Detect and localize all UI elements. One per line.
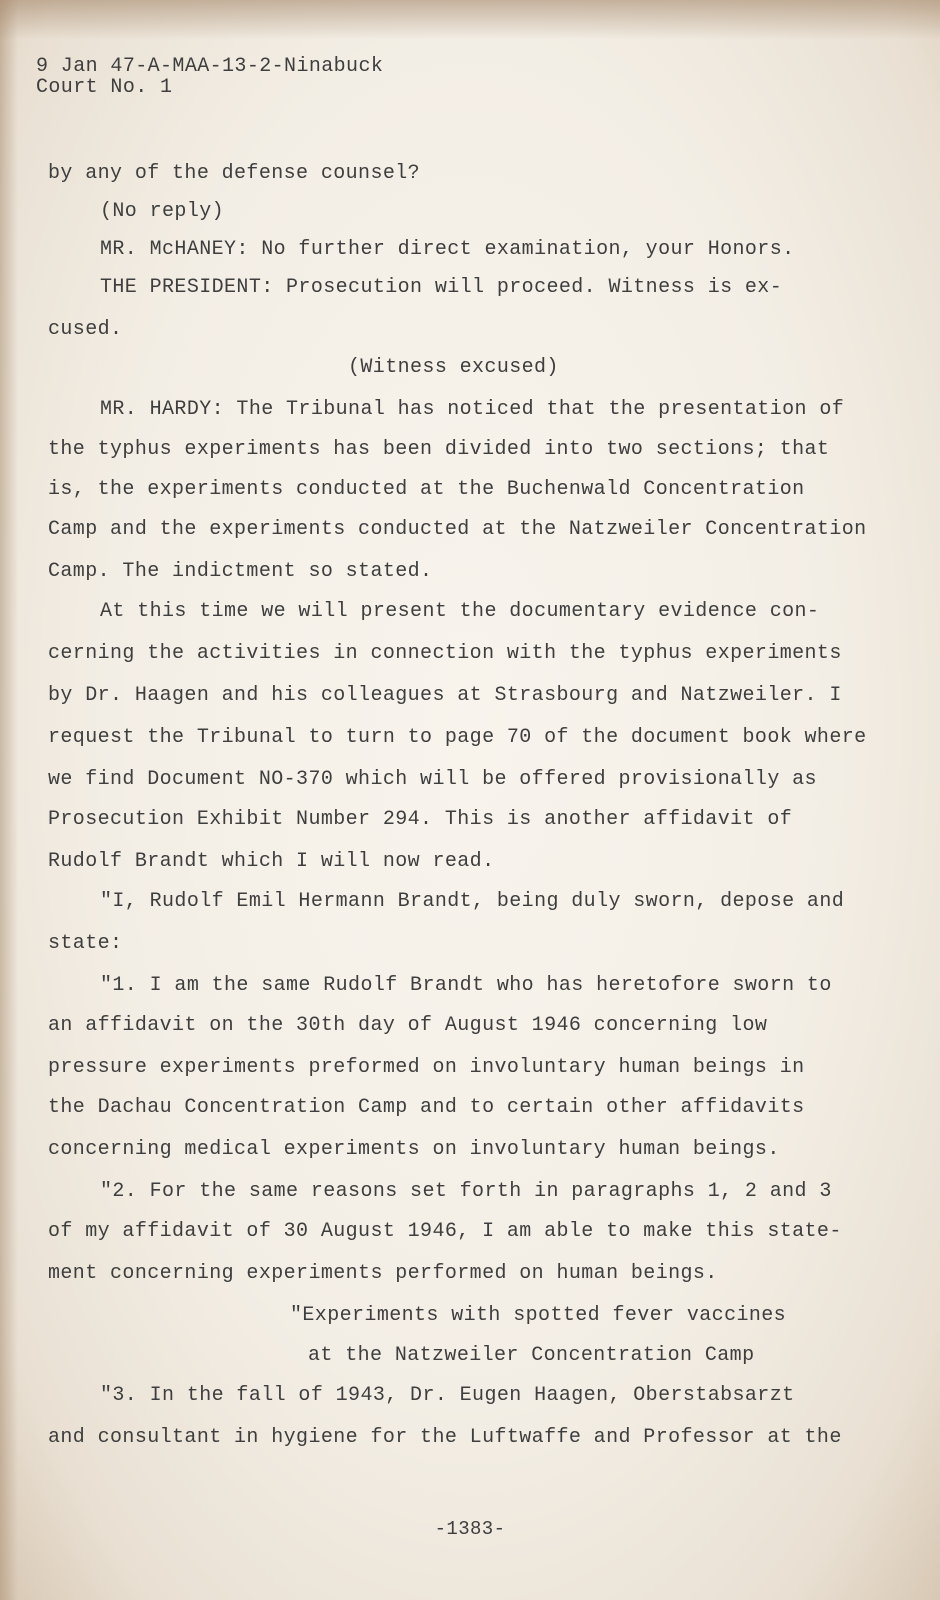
text-line: (Witness excused) — [348, 356, 559, 379]
text-line: by Dr. Haagen and his colleagues at Strasbourg and Natzweiler. I — [48, 684, 842, 707]
text-line: and consultant in hygiene for the Luftwaffe and Professor at the — [48, 1426, 842, 1449]
text-line: the typhus experiments has been divided into two sections; that — [48, 438, 830, 461]
text-line: concerning medical experiments on involuntary human beings. — [48, 1138, 780, 1161]
page-number: -1383- — [434, 1518, 506, 1540]
text-line: of my affidavit of 30 August 1946, I am able to make this state- — [48, 1220, 842, 1243]
text-line: cused. — [48, 318, 123, 341]
text-line: "1. I am the same Rudolf Brandt who has heretofore sworn to — [100, 974, 832, 997]
text-line: Rudolf Brandt which I will now read. — [48, 850, 495, 873]
document-header — [36, 56, 383, 98]
text-line: ment concerning experiments performed on human beings. — [48, 1262, 718, 1285]
text-line: "I, Rudolf Emil Hermann Brandt, being duly sworn, depose and — [100, 890, 845, 913]
text-line: cerning the activities in connection with the typhus experiments — [48, 642, 842, 665]
text-line: MR. McHANEY: No further direct examination, your Honors. — [100, 238, 795, 261]
text-line: the Dachau Concentration Camp and to certain other affidavits — [48, 1096, 805, 1119]
text-line: is, the experiments conducted at the Buchenwald Concentration — [48, 478, 805, 501]
text-line: At this time we will present the documentary evidence con- — [100, 600, 820, 623]
text-line: state: — [48, 932, 123, 955]
text-line: Camp and the experiments conducted at the Natzweiler Concentration — [48, 518, 867, 541]
text-line: THE PRESIDENT: Prosecution will proceed. Witness is ex- — [100, 276, 783, 299]
text-line: an affidavit on the 30th day of August 1946 concerning low — [48, 1014, 768, 1037]
text-line: (No reply) — [100, 200, 225, 223]
text-line: we find Document NO-370 which will be offered provisionally as — [48, 768, 817, 791]
text-line: request the Tribunal to turn to page 70 of the document book where — [48, 726, 867, 749]
text-line: "2. For the same reasons set forth in paragraphs 1, 2 and 3 — [100, 1180, 832, 1203]
text-line: at the Natzweiler Concentration Camp — [308, 1344, 755, 1367]
text-line: "Experiments with spotted fever vaccines — [290, 1304, 787, 1327]
text-line: "3. In the fall of 1943, Dr. Eugen Haagen, Oberstabsarzt — [100, 1384, 795, 1407]
text-line: by any of the defense counsel? — [48, 162, 421, 185]
header-court-line: Court No. 1 — [36, 76, 173, 99]
text-line: pressure experiments preformed on involuntary human beings in — [48, 1056, 805, 1079]
text-line: MR. HARDY: The Tribunal has noticed that the presentation of — [100, 398, 845, 421]
text-line: Camp. The indictment so stated. — [48, 560, 433, 583]
text-line: Prosecution Exhibit Number 294. This is another affidavit of — [48, 808, 793, 831]
header-reference-line: 9 Jan 47-A-MAA-13-2-Ninabuck — [36, 55, 384, 78]
